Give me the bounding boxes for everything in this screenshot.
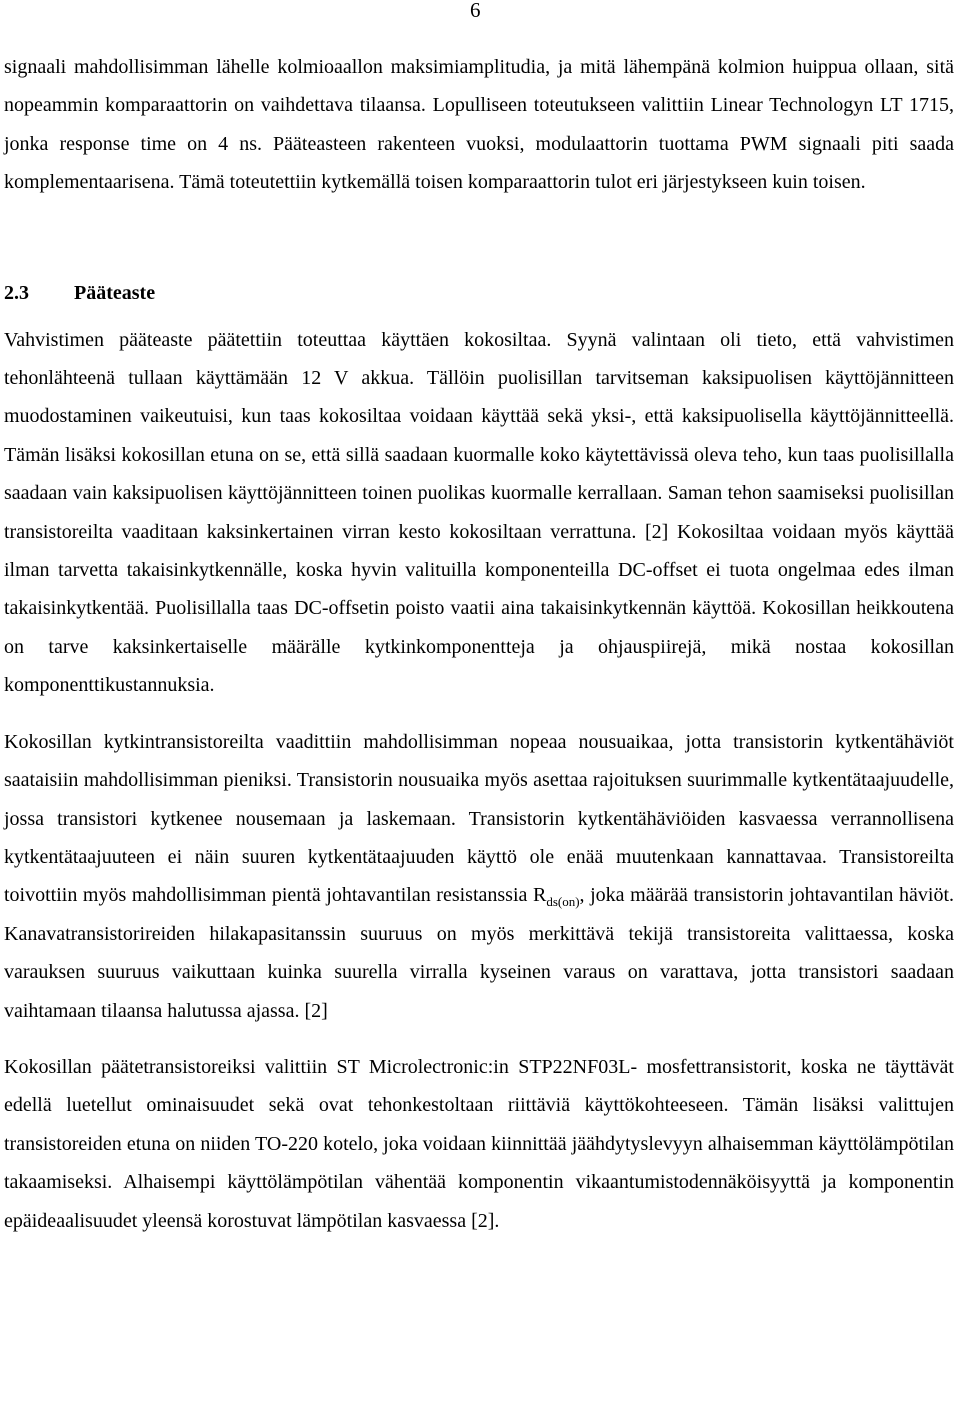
- page-number: 6: [470, 0, 481, 22]
- paragraph-3: [4, 723, 954, 1030]
- section-heading: [4, 274, 954, 312]
- rds-on-subscript: ds(on): [546, 894, 580, 910]
- paragraph-1: signaali mahdollisimman lähelle kolmioaallon maksimiamplitudia, ja mitä lähempänä kolmion huippua ollaan, sitä nopeammin komparaattorin on vaihdettava tilaansa. Lopulliseen toteutukseen valittiin Linear Technologyn LT 1715, jonka response time on 4 ns. Pääteasteen rakenteen vuoksi, modulaattorin tuottama PWM signaali piti saada komplementaarisena. Tämä toteutettiin kytkemällä toisen komparaattorin tulot eri järjestykseen kuin toisen.: [4, 56, 954, 194]
- section-number: 2.3: [4, 281, 29, 304]
- paragraph-2: Vahvistimen pääteaste päätettiin toteuttaa käyttäen kokosiltaa. Syynä valintaan oli tieto, että vahvistimen tehonlähteenä tullaan käyttämään 12 V akkua. Tällöin puolisillan tarvitseman kaksipuolisen käyttöjännitteen muodostaminen vaikeutuisi, kun taas kokosiltaa voidaan käyttää sekä yksi-, että kaksipuolisella käyttöjännitteellä. Tämän lisäksi kokosillan etuna on se, että sillä saadaan kuormalle koko käytettävissä oleva teho, kun taas puolisillalla saadaan vain kaksipuolisen käyttöjännitteen toinen puolikas kuormalle kerrallaan. Saman tehon saamiseksi puolisillan transistoreilta vaaditaan kaksinkertainen virran kesto kokosiltaan verrattuna. [2] Kokosiltaa voidaan myös käyttää ilman tarvetta takaisinkytkennälle, koska hyvin valituilla komponenteilla DC-offset ei tuota ongelmaa edes ilman takaisinkytkentää. Puolisillalla taas DC-offsetin poisto vaatii aina takaisinkytkennän käyttöä. Kokosillan heikkoutena on tarve kaksinkertaiselle määrälle kytkinkomponentteja ja ohjauspiirejä, mikä nostaa kokosillan komponenttikustannuksia.: [4, 328, 954, 697]
- section-title: Pääteaste: [74, 281, 156, 304]
- paragraph-3-text-before: Kokosillan kytkintransistoreilta vaadittiin mahdollisimman nopeaa nousuaikaa, jotta transistorin kytkentähäviöt saataisiin mahdollisimman pieniksi. Transistorin nousuaika myös asettaa rajoituksen suurimmalle kytkentätaajuudelle, jossa transistori kytkenee nousemaan ja laskemaan. Transistorin kytkentähäviöiden kasvaessa verrannollisena kytkentätaajuuteen ei näin suuren kytkentätaajuuden käyttö ole enää muutenkaan kannattavaa. Transistoreilta toivottiin myös mahdollisimman pientä johtavantilan resistanssia R: [4, 730, 954, 907]
- paragraph-4: Kokosillan päätetransistoreiksi valittiin ST Microlectronic:in STP22NF03L- mosfettransistorit, koska ne täyttävät edellä luetellut ominaisuudet sekä ovat tehonkestoltaan riittäviä käyttökohteeseen. Tämän lisäksi valittujen transistoreiden etuna on niiden TO-220 kotelo, joka voidaan kiinnittää jäähdytyslevyyn alhaisemman käyttölämpötilan takaamiseksi. Alhaisempi käyttölämpötilan vähentää komponentin vikaantumistodennäköisyyttä ja komponentin epäideaalisuudet yleensä korostuvat lämpötilan kasvaessa [2].: [4, 1055, 954, 1232]
- paragraph-3-text-after: , joka määrää transistorin johtavantilan häviöt. Kanavatransistorireiden hilakapasitanssin suuruus on myös merkittävä tekijä transistoreita valittaessa, koska varauksen suuruus vaikuttaan kuinka suurella virralla kyseinen varaus on varattava, jotta transistori saadaan vaihtamaan tilaansa halutussa ajassa. [2]: [4, 884, 955, 1022]
- document-body: [4, 48, 954, 1240]
